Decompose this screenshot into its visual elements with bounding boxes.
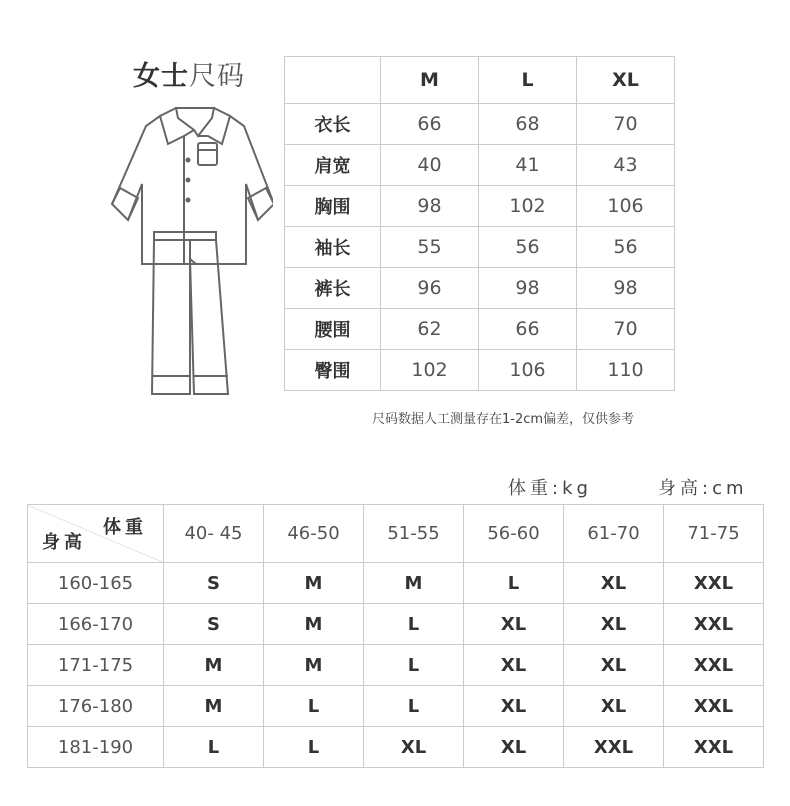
size-cell: XXL xyxy=(564,727,664,768)
cell: 102 xyxy=(381,350,479,391)
table-row xyxy=(285,309,675,350)
size-cell: L xyxy=(464,563,564,604)
size-cell: XL xyxy=(364,727,464,768)
height-label: 176-180 xyxy=(28,686,164,727)
size-cell: L xyxy=(364,604,464,645)
size-cell: M xyxy=(364,563,464,604)
size-cell: XL xyxy=(464,686,564,727)
cell: 62 xyxy=(381,309,479,350)
pajama-illustration-icon xyxy=(108,104,273,399)
weight-header: 61-70 xyxy=(564,505,664,563)
size-cell: XL xyxy=(464,727,564,768)
cell: 56 xyxy=(577,227,675,268)
table-row xyxy=(285,350,675,391)
row-label: 腰围 xyxy=(285,309,381,350)
cell: 70 xyxy=(577,309,675,350)
table-row xyxy=(285,104,675,145)
size-cell: XL xyxy=(564,604,664,645)
table-row xyxy=(28,645,764,686)
size-cell: XXL xyxy=(664,645,764,686)
cell: 98 xyxy=(479,268,577,309)
cell: 106 xyxy=(479,350,577,391)
corner-weight-label: 体重 xyxy=(103,517,147,538)
cell: 106 xyxy=(577,186,675,227)
cell: 55 xyxy=(381,227,479,268)
height-label: 171-175 xyxy=(28,645,164,686)
height-unit: 身高:cm xyxy=(658,478,748,499)
table-row xyxy=(28,727,764,768)
size-cell: XL xyxy=(564,645,664,686)
cell: 70 xyxy=(577,104,675,145)
cell: 66 xyxy=(479,309,577,350)
size-cell: M xyxy=(164,686,264,727)
row-label: 胸围 xyxy=(285,186,381,227)
size-cell: XXL xyxy=(664,727,764,768)
cell: 40 xyxy=(381,145,479,186)
table-row xyxy=(285,186,675,227)
header-size-l: L xyxy=(479,57,577,104)
height-label: 160-165 xyxy=(28,563,164,604)
table-header-row xyxy=(285,57,675,104)
cell: 98 xyxy=(577,268,675,309)
cell: 56 xyxy=(479,227,577,268)
row-label: 肩宽 xyxy=(285,145,381,186)
corner-header xyxy=(28,505,164,563)
cell: 41 xyxy=(479,145,577,186)
height-label: 181-190 xyxy=(28,727,164,768)
corner-height-label: 身高 xyxy=(42,532,86,553)
weight-header: 51-55 xyxy=(364,505,464,563)
cell: 66 xyxy=(381,104,479,145)
cell: 96 xyxy=(381,268,479,309)
weight-unit: 体重:kg xyxy=(508,478,592,499)
size-cell: S xyxy=(164,563,264,604)
weight-header: 56-60 xyxy=(464,505,564,563)
height-label: 166-170 xyxy=(28,604,164,645)
size-cell: XXL xyxy=(664,563,764,604)
size-cell: M xyxy=(264,563,364,604)
header-size-m: M xyxy=(381,57,479,104)
row-label: 裤长 xyxy=(285,268,381,309)
size-cell: L xyxy=(364,686,464,727)
weight-header: 71-75 xyxy=(664,505,764,563)
size-cell: XL xyxy=(564,686,664,727)
row-label: 袖长 xyxy=(285,227,381,268)
table-row xyxy=(285,268,675,309)
size-cell: XL xyxy=(464,604,564,645)
title-rest: 尺码 xyxy=(189,61,245,92)
weight-header: 46-50 xyxy=(264,505,364,563)
size-cell: XXL xyxy=(664,604,764,645)
size-cell: XL xyxy=(564,563,664,604)
table-row xyxy=(28,686,764,727)
size-cell: XXL xyxy=(664,686,764,727)
weight-header: 40- 45 xyxy=(164,505,264,563)
cell: 98 xyxy=(381,186,479,227)
size-cell: L xyxy=(364,645,464,686)
header-size-xl: XL xyxy=(577,57,675,104)
table-row xyxy=(285,227,675,268)
table-row xyxy=(28,563,764,604)
table-row xyxy=(285,145,675,186)
row-label: 臀围 xyxy=(285,350,381,391)
size-cell: L xyxy=(264,727,364,768)
header-empty-cell xyxy=(285,57,381,104)
size-cell: XL xyxy=(464,645,564,686)
measurement-note: 尺码数据人工测量存在1-2cm偏差，仅供参考 xyxy=(372,412,635,427)
table-header-row xyxy=(28,505,764,563)
size-cell: S xyxy=(164,604,264,645)
size-cell: M xyxy=(264,645,364,686)
size-cell: L xyxy=(164,727,264,768)
cell: 102 xyxy=(479,186,577,227)
cell: 110 xyxy=(577,350,675,391)
size-cell: L xyxy=(264,686,364,727)
cell: 43 xyxy=(577,145,675,186)
page-title xyxy=(133,54,245,93)
table-row xyxy=(28,604,764,645)
size-cell: M xyxy=(264,604,364,645)
cell: 68 xyxy=(479,104,577,145)
size-cell: M xyxy=(164,645,264,686)
row-label: 衣长 xyxy=(285,104,381,145)
measurement-table xyxy=(284,56,675,391)
size-recommendation-table xyxy=(27,504,764,768)
title-bold: 女士 xyxy=(133,61,189,92)
